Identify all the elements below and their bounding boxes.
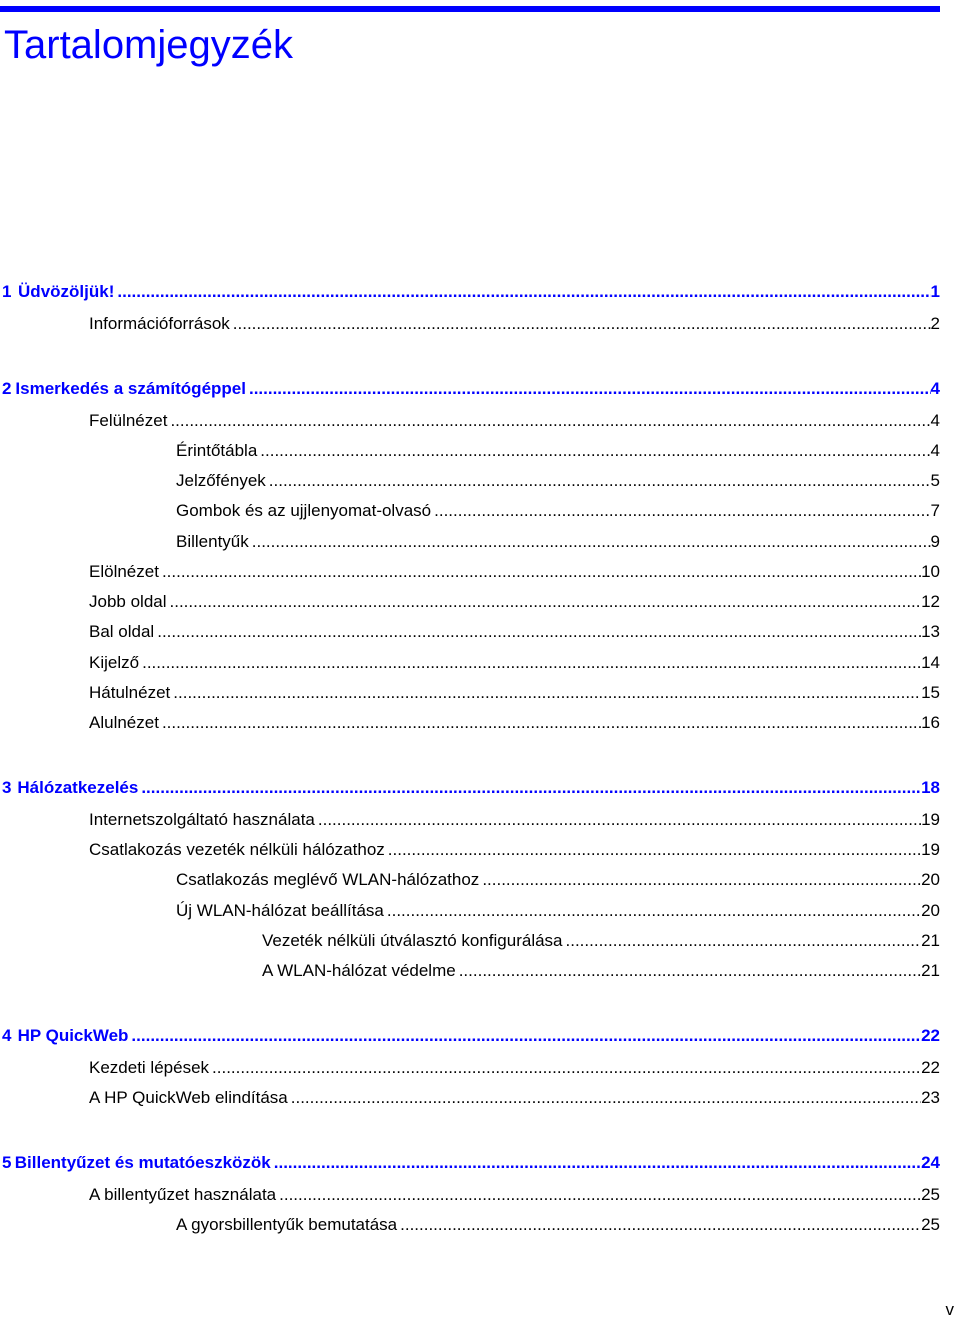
- toc-entry[interactable]: [89, 312, 940, 336]
- toc-page-number: 16: [921, 713, 940, 732]
- toc-entry[interactable]: [89, 711, 940, 735]
- toc-entry-title: A gyorsbillentyűk bemutatása: [176, 1215, 398, 1234]
- toc-entry[interactable]: [176, 899, 940, 923]
- dot-leader: [167, 409, 930, 433]
- toc-entry-title: Hátulnézet: [89, 683, 171, 702]
- toc-entry-title: Internetszolgáltató használata: [89, 810, 315, 829]
- chapter-number: 5: [2, 1153, 12, 1172]
- toc-page-number: 21: [921, 961, 940, 980]
- toc-page-number: 4: [930, 441, 940, 460]
- chapter-number: 1: [2, 282, 12, 301]
- toc-page-number: 20: [921, 870, 940, 889]
- chapter-number: 4: [2, 1026, 12, 1045]
- toc-page-number: 19: [921, 810, 940, 829]
- toc-entry[interactable]: [89, 590, 940, 614]
- dot-leader: [139, 651, 921, 675]
- dot-leader: [315, 808, 921, 832]
- toc-chapter-3[interactable]: [2, 776, 940, 800]
- dot-leader: [138, 776, 921, 800]
- dot-leader: [249, 530, 931, 554]
- toc-entry[interactable]: [89, 1086, 940, 1110]
- toc-page-number: 24: [921, 1153, 940, 1172]
- dot-leader: [276, 1183, 921, 1207]
- toc-entry-title: A HP QuickWeb elindítása: [89, 1088, 288, 1107]
- toc-entry-title: Billentyűzet és mutatóeszközök: [14, 1153, 271, 1172]
- toc-entry-title: Vezeték nélküli útválasztó konfigurálása: [262, 931, 563, 950]
- toc-page-number: 22: [921, 1058, 940, 1077]
- page-title: Tartalomjegyzék: [4, 23, 294, 67]
- toc-entry[interactable]: [89, 620, 940, 644]
- dot-leader: [159, 711, 921, 735]
- toc-page-number: 10: [921, 562, 940, 581]
- toc-entry-title: Csatlakozás vezeték nélküli hálózathoz: [89, 840, 385, 859]
- toc-entry[interactable]: [176, 499, 940, 523]
- toc-page-number: 4: [930, 379, 940, 398]
- dot-leader: [288, 1086, 921, 1110]
- toc-entry-title: Jobb oldal: [89, 592, 167, 611]
- toc-entry-title: Információforrások: [89, 314, 230, 333]
- toc-entry[interactable]: [262, 929, 940, 953]
- toc-entry[interactable]: [89, 838, 940, 862]
- toc-entry-title: A billentyűzet használata: [89, 1185, 277, 1204]
- dot-leader: [170, 681, 921, 705]
- toc-entry-title: Gombok és az ujjlenyomat-olvasó: [176, 501, 432, 520]
- dot-leader: [230, 312, 931, 336]
- toc-entry-title: HP QuickWeb: [17, 1026, 129, 1045]
- dot-leader: [266, 469, 931, 493]
- dot-leader: [128, 1024, 921, 1048]
- toc-entry[interactable]: [176, 1213, 940, 1237]
- toc-page-number: 25: [921, 1215, 940, 1234]
- toc-entry-title: Elölnézet: [89, 562, 159, 581]
- toc-entry-title: Felülnézet: [89, 411, 168, 430]
- dot-leader: [479, 868, 921, 892]
- toc-entry-title: Alulnézet: [89, 713, 159, 732]
- toc-entry[interactable]: [89, 1056, 940, 1080]
- toc-entry[interactable]: [176, 868, 940, 892]
- toc-page-number: 7: [930, 501, 940, 520]
- toc-entry[interactable]: [89, 651, 940, 675]
- toc-page-number: 21: [921, 931, 940, 950]
- toc-entry-title: Hálózatkezelés: [17, 778, 139, 797]
- dot-leader: [431, 499, 930, 523]
- toc-entry[interactable]: [176, 439, 940, 463]
- toc-page-number: 23: [921, 1088, 940, 1107]
- toc-page-number: 19: [921, 840, 940, 859]
- toc-page-number: 14: [921, 653, 940, 672]
- dot-leader: [271, 1151, 921, 1175]
- toc-entry-title: Bal oldal: [89, 622, 155, 641]
- toc-entry[interactable]: [89, 1183, 940, 1207]
- toc-page-number: 22: [921, 1026, 940, 1045]
- toc-entry[interactable]: [262, 959, 940, 983]
- toc-entry[interactable]: [89, 808, 940, 832]
- dot-leader: [384, 899, 921, 923]
- toc-entry[interactable]: [89, 560, 940, 584]
- chapter-number: 3: [2, 778, 12, 797]
- toc-entry-title: Jelzőfények: [176, 471, 266, 490]
- toc-entry-title: Ismerkedés a számítógéppel: [15, 379, 246, 398]
- toc-entry-title: Kijelző: [89, 653, 140, 672]
- dot-leader: [209, 1056, 921, 1080]
- dot-leader: [257, 439, 930, 463]
- header-rule: [0, 6, 940, 12]
- toc-page-number: 9: [930, 532, 940, 551]
- toc-page-number: 13: [921, 622, 940, 641]
- toc-entry[interactable]: [176, 469, 940, 493]
- dot-leader: [159, 560, 921, 584]
- toc-page-number: 2: [930, 314, 940, 333]
- toc-page-number: 12: [921, 592, 940, 611]
- toc-page-number: 20: [921, 901, 940, 920]
- toc-entry-title: Új WLAN-hálózat beállítása: [176, 901, 384, 920]
- toc-entry-title: Csatlakozás meglévő WLAN-hálózathoz: [176, 870, 480, 889]
- toc-page-number: 18: [921, 778, 940, 797]
- toc-entry[interactable]: [89, 409, 940, 433]
- toc-page-number: 15: [921, 683, 940, 702]
- dot-leader: [114, 280, 930, 304]
- dot-leader: [397, 1213, 921, 1237]
- chapter-number: 2: [2, 379, 12, 398]
- dot-leader: [385, 838, 921, 862]
- toc-entry[interactable]: [89, 681, 940, 705]
- toc-entry-title: Billentyűk: [176, 532, 249, 551]
- toc-entry-title: Kezdeti lépések: [89, 1058, 210, 1077]
- page-number: v: [945, 1300, 954, 1319]
- toc-chapter-4[interactable]: [2, 1024, 940, 1048]
- toc-entry[interactable]: [176, 530, 940, 554]
- toc-entry-title: Üdvözöljük!: [18, 282, 115, 301]
- toc-chapter-2[interactable]: [2, 377, 940, 401]
- toc-page-number: 25: [921, 1185, 940, 1204]
- toc-page-number: 4: [930, 411, 940, 430]
- dot-leader: [167, 590, 922, 614]
- toc-page-number: 5: [930, 471, 940, 490]
- dot-leader: [456, 959, 921, 983]
- toc-chapter-5[interactable]: [2, 1151, 940, 1175]
- toc-page-number: 1: [930, 282, 940, 301]
- toc-chapter-1[interactable]: [2, 280, 940, 304]
- dot-leader: [154, 620, 921, 644]
- toc-entry-title: Érintőtábla: [176, 441, 258, 460]
- dot-leader: [246, 377, 931, 401]
- toc-entry-title: A WLAN-hálózat védelme: [262, 961, 456, 980]
- dot-leader: [563, 929, 922, 953]
